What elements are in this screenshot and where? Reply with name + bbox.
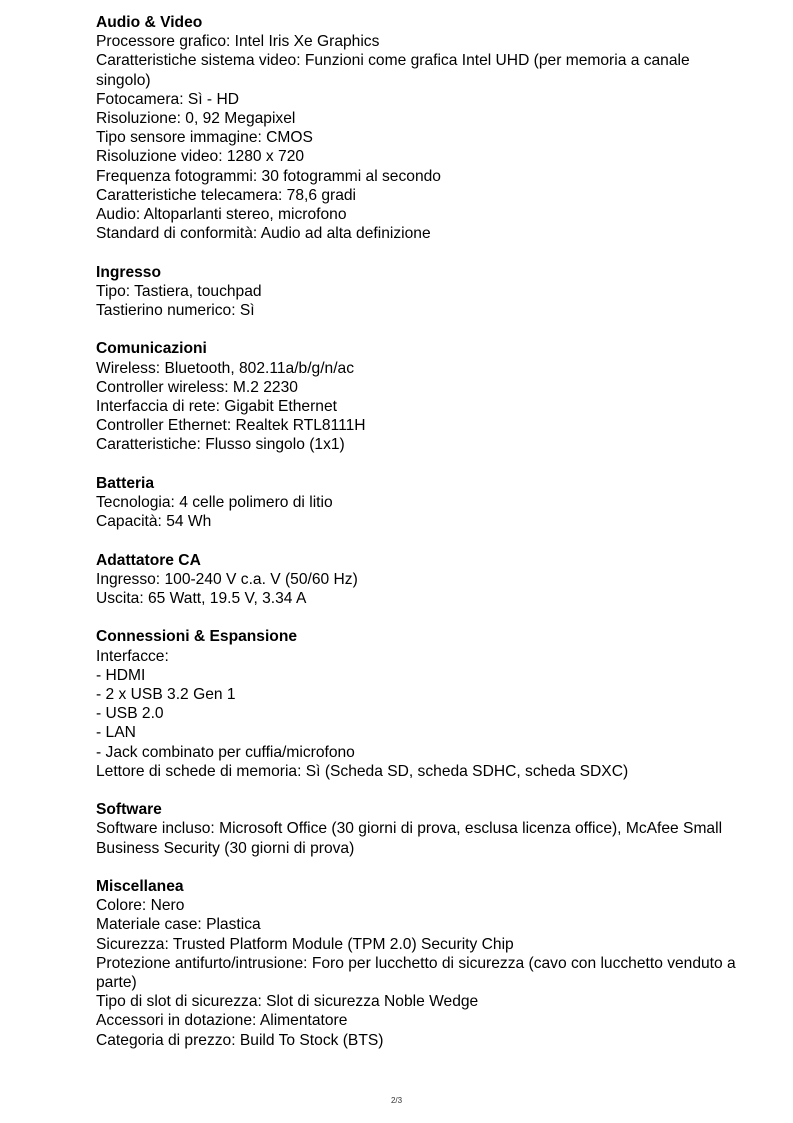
spec-section bbox=[96, 339, 746, 454]
spec-line: Ingresso: 100-240 V c.a. V (50/60 Hz) bbox=[96, 570, 358, 588]
spec-section bbox=[96, 13, 746, 243]
section-heading: Adattatore CA bbox=[96, 551, 201, 569]
spec-line: Audio: Altoparlanti stereo, microfono bbox=[96, 206, 347, 224]
spec-line: Interfacce: bbox=[96, 647, 169, 665]
section-heading: Comunicazioni bbox=[96, 340, 207, 358]
page-number: 2/3 bbox=[390, 1096, 403, 1105]
section-heading: Connessioni & Espansione bbox=[96, 628, 298, 646]
spec-line: Controller Ethernet: Realtek RTL8111H bbox=[96, 417, 366, 435]
spec-line: Materiale case: Plastica bbox=[96, 916, 261, 934]
spec-line: - 2 x USB 3.2 Gen 1 bbox=[96, 686, 236, 704]
spec-section bbox=[96, 877, 746, 1050]
spec-line: Lettore di schede di memoria: Sì (Scheda SD, scheda SDHC, scheda SDXC) bbox=[96, 762, 629, 780]
spec-line: - LAN bbox=[96, 724, 136, 742]
section-heading: Miscellanea bbox=[96, 878, 184, 896]
spec-line: Accessori in dotazione: Alimentatore bbox=[96, 1012, 348, 1030]
section-heading: Audio & Video bbox=[96, 14, 203, 31]
spec-line: - USB 2.0 bbox=[96, 705, 164, 723]
spec-line: - HDMI bbox=[96, 666, 146, 684]
spec-line: Colore: Nero bbox=[96, 897, 185, 915]
spec-section bbox=[96, 800, 746, 858]
spec-document bbox=[96, 13, 746, 1069]
section-heading: Ingresso bbox=[96, 263, 161, 281]
spec-line: Uscita: 65 Watt, 19.5 V, 3.34 A bbox=[96, 590, 307, 608]
spec-line: Tecnologia: 4 celle polimero di litio bbox=[96, 494, 333, 512]
spec-line: Risoluzione: 0, 92 Megapixel bbox=[96, 110, 296, 128]
spec-line: Sicurezza: Trusted Platform Module (TPM 2.0) Security Chip bbox=[96, 935, 514, 953]
spec-line: Risoluzione video: 1280 x 720 bbox=[96, 148, 305, 166]
spec-line: Protezione antifurto/intrusione: Foro per lucchetto di sicurezza (cavo con lucchetto venduto a parte) bbox=[96, 954, 736, 992]
spec-section bbox=[96, 263, 746, 321]
spec-line: Fotocamera: Sì - HD bbox=[96, 90, 239, 108]
spec-line: Tipo sensore immagine: CMOS bbox=[96, 129, 313, 147]
spec-line: Interfaccia di rete: Gigabit Ethernet bbox=[96, 398, 337, 416]
spec-line: Categoria di prezzo: Build To Stock (BTS) bbox=[96, 1031, 384, 1049]
spec-line: Caratteristiche telecamera: 78,6 gradi bbox=[96, 186, 357, 204]
spec-line: Wireless: Bluetooth, 802.11a/b/g/n/ac bbox=[96, 359, 355, 377]
spec-line: Tipo: Tastiera, touchpad bbox=[96, 282, 262, 300]
spec-line: Frequenza fotogrammi: 30 fotogrammi al secondo bbox=[96, 167, 441, 185]
spec-line: Software incluso: Microsoft Office (30 giorni di prova, esclusa licenza office), McAfee Small Business Security (30 giorni di prova) bbox=[96, 820, 723, 857]
spec-line: Standard di conformità: Audio ad alta definizione bbox=[96, 225, 431, 243]
spec-line: Caratteristiche sistema video: Funzioni come grafica Intel UHD (per memoria a canale singolo) bbox=[96, 52, 690, 89]
section-heading: Batteria bbox=[96, 474, 155, 492]
spec-line: Processore grafico: Intel Iris Xe Graphics bbox=[96, 33, 380, 51]
spec-section bbox=[96, 551, 746, 609]
spec-line: Tastierino numerico: Sì bbox=[96, 302, 255, 320]
section-heading: Software bbox=[96, 801, 162, 819]
spec-line: Caratteristiche: Flusso singolo (1x1) bbox=[96, 436, 345, 454]
spec-line: - Jack combinato per cuffia/microfono bbox=[96, 743, 355, 761]
spec-line: Controller wireless: M.2 2230 bbox=[96, 378, 298, 396]
spec-section bbox=[96, 474, 746, 532]
spec-line: Tipo di slot di sicurezza: Slot di sicurezza Noble Wedge bbox=[96, 993, 479, 1011]
spec-section bbox=[96, 627, 746, 781]
spec-line: Capacità: 54 Wh bbox=[96, 513, 212, 531]
